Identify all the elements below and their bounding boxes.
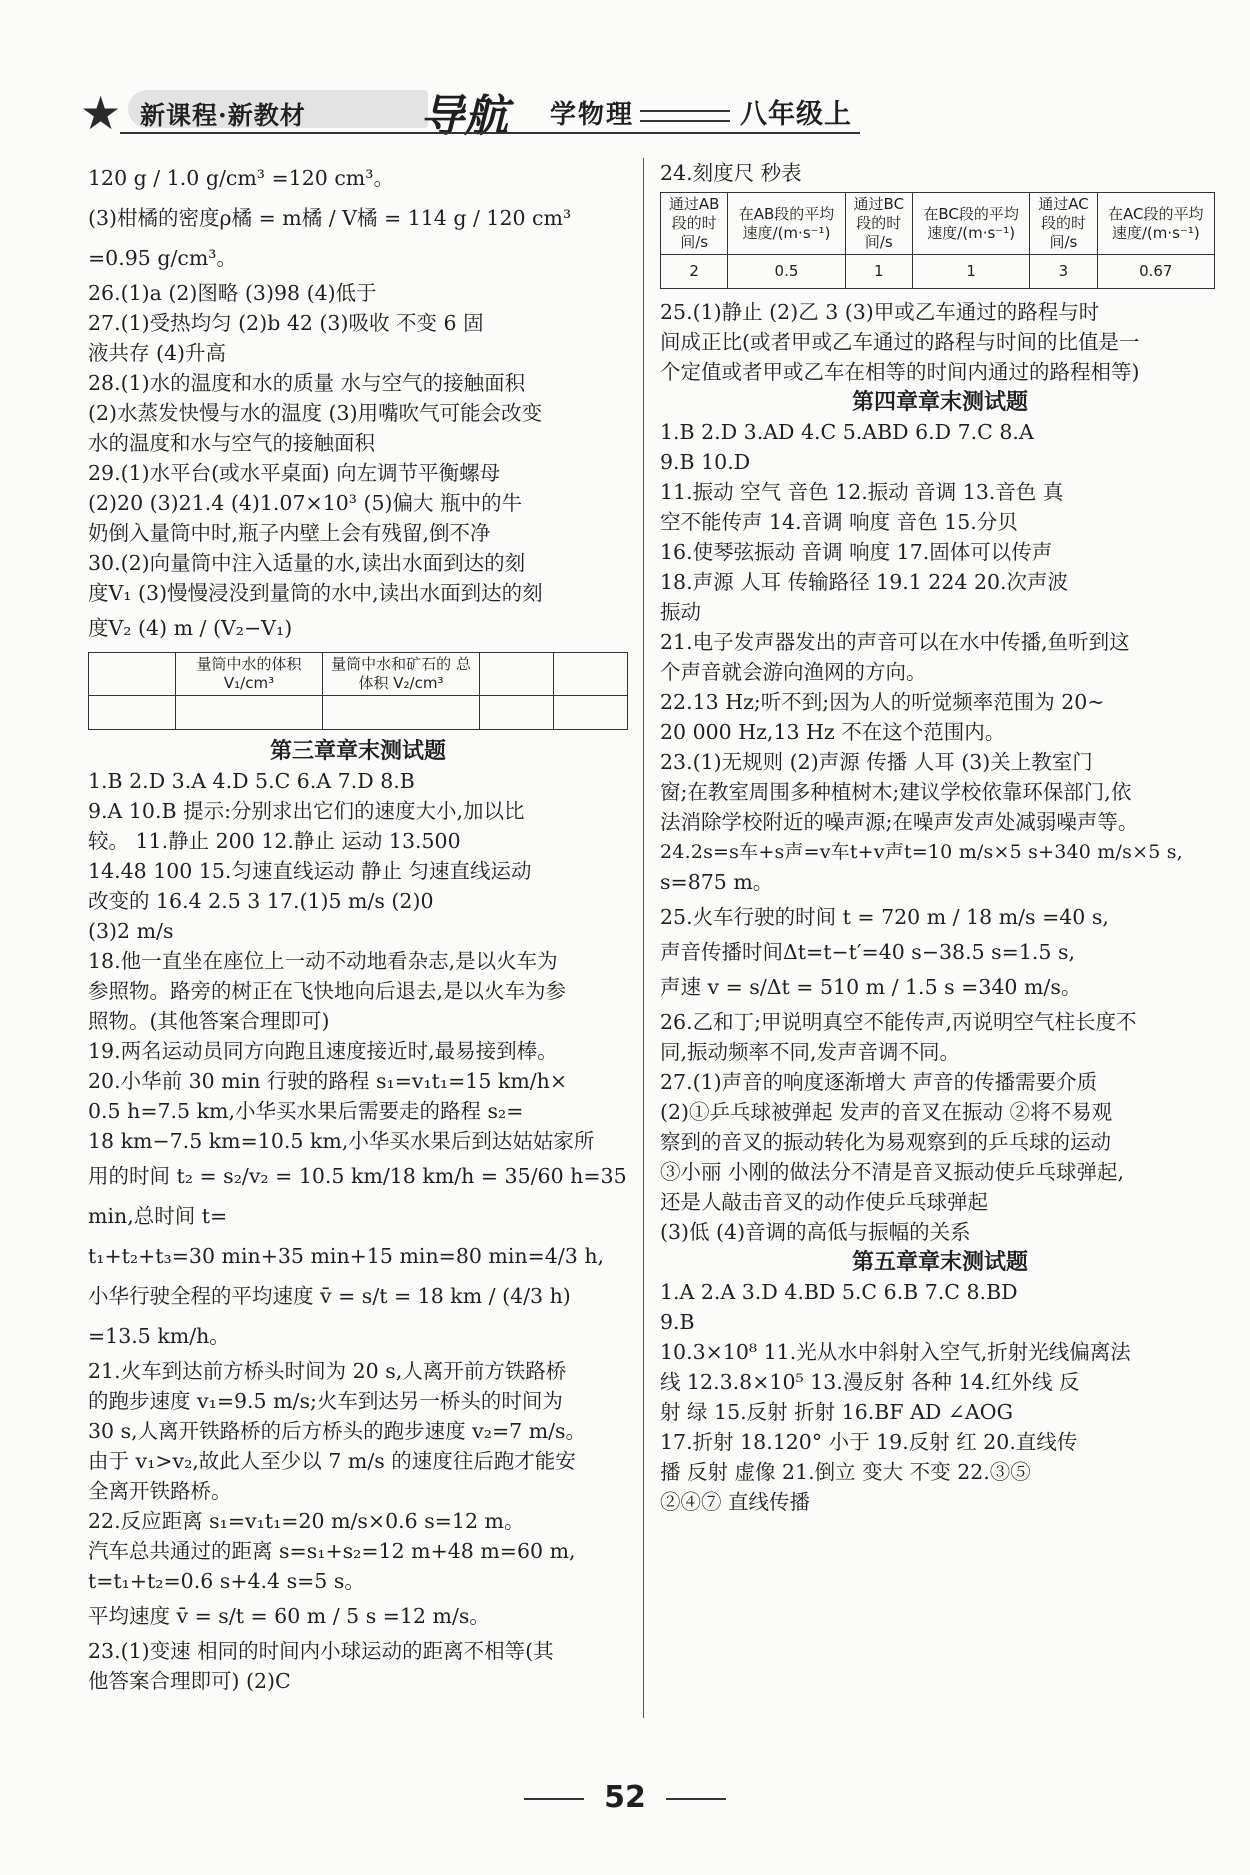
table-cell (554, 653, 628, 696)
table-cell (89, 696, 176, 730)
answer-line: 窗;在教室周围多种植树木;建议学校依靠环保部门,依 (660, 780, 1132, 804)
answer-line: 照物。(其他答案合理即可) (88, 1009, 330, 1033)
answer-line: 24.刻度尺 秒表 (660, 161, 802, 185)
answer-line: 24.2s=s车+s声=v车t+v声t=10 m/s×5 s+340 m/s×5 s, (660, 841, 1183, 863)
table-header-cell: 在BC段的平均速度/(m·s⁻¹) (912, 193, 1029, 255)
table-cell (176, 696, 323, 730)
answer-line: 1.B 2.D 3.AD 4.C 5.ABD 6.D 7.C 8.A (660, 420, 1034, 444)
record-table-30 (88, 652, 628, 730)
answer-line: 个声音就会游向渔网的方向。 (660, 660, 927, 684)
answer-line: t=t₁+t₂=0.6 s+4.4 s=5 s。 (88, 1569, 365, 1593)
answer-line: 由于 v₁>v₂,故此人至少以 7 m/s 的速度往后跑才能安 (88, 1449, 576, 1473)
section-title: 第五章章末测试题 (851, 1249, 1028, 1275)
subject-title: 学物理 (550, 100, 635, 130)
answer-line: (3)低 (4)音调的高低与振幅的关系 (660, 1220, 971, 1244)
answer-line: 水的温度和水与空气的接触面积 (88, 431, 375, 455)
answer-line: 间成正比(或者甲或乙车通过的路程与时间的比值是一 (660, 330, 1140, 354)
footer-decoration-left (524, 1798, 584, 1800)
table-cell (554, 696, 628, 730)
answer-line: 全离开铁路桥。 (88, 1479, 232, 1503)
answer-line: 度V₂ (4) m / (V₂−V₁) (88, 616, 293, 640)
answer-line: 9.B (660, 1310, 695, 1334)
answer-line: 度V₁ (3)慢慢浸没到量筒的水中,读出水面到达的刻 (88, 581, 543, 605)
answer-line: 参照物。路旁的树正在飞快地向后退去,是以火车为参 (88, 979, 567, 1003)
table-header-cell: 通过AB段的时间/s (661, 193, 728, 255)
answer-line: 还是人敲击音叉的动作使乒乓球弹起 (660, 1190, 988, 1214)
answer-line: 22.13 Hz;听不到;因为人的听觉频率范围为 20~ (660, 690, 1105, 714)
answer-line: 振动 (660, 600, 701, 624)
answer-line: 空不能传声 14.音调 响度 音色 15.分贝 (660, 510, 1018, 534)
page-footer (0, 1780, 1250, 1815)
answer-line: 19.两名运动员同方向跑且速度接近时,最易接到棒。 (88, 1039, 558, 1063)
answer-line: 改变的 16.4 2.5 3 17.(1)5 m/s (2)0 (88, 889, 434, 913)
table-cell (480, 653, 554, 696)
section-title: 第三章章末测试题 (269, 738, 446, 764)
answer-line: 22.反应距离 s₁=v₁t₁=20 m/s×0.6 s=12 m。 (88, 1509, 525, 1533)
series-title: 新课程·新教材 (140, 101, 306, 130)
grade-label: 八年级上 (740, 99, 852, 130)
logo-text: 导航 (420, 91, 508, 142)
answer-line: 线 12.3.8×10⁵ 13.漫反射 各种 14.红外线 反 (660, 1370, 1080, 1394)
table-header-cell: 在AB段的平均速度/(m·s⁻¹) (728, 193, 845, 255)
right-column (660, 158, 1220, 1517)
answer-line: 26.乙和丁;甲说明真空不能传声,丙说明空气柱长度不 (660, 1010, 1137, 1034)
answer-line: 9.B 10.D (660, 450, 751, 474)
answer-line: 1.B 2.D 3.A 4.D 5.C 6.A 7.D 8.B (88, 769, 415, 793)
answer-line: 21.火车到达前方桥头时间为 20 s,人离开前方铁路桥 (88, 1359, 567, 1383)
answer-line: 较。 11.静止 200 12.静止 运动 13.500 (88, 829, 461, 853)
table-header-cell: 量筒中水的体积 V₁/cm³ (176, 653, 323, 696)
answer-line: 27.(1)声音的响度逐渐增大 声音的传播需要介质 (660, 1070, 1098, 1094)
page-number: 52 (604, 1780, 646, 1815)
section-title: 第四章章末测试题 (851, 389, 1028, 415)
answer-line: 28.(1)水的温度和水的质量 水与空气的接触面积 (88, 371, 526, 395)
answer-line: 27.(1)受热均匀 (2)b 42 (3)吸收 不变 6 固 (88, 311, 484, 335)
answer-line: s=875 m。 (660, 870, 774, 894)
answer-line: 同,振动频率不同,发声音调不同。 (660, 1040, 961, 1064)
table-cell: 0.5 (728, 255, 845, 289)
answer-line: 20.小华前 30 min 行驶的路程 s₁=v₁t₁=15 km/h× (88, 1069, 568, 1093)
table-header-cell: 在AC段的平均速度/(m·s⁻¹) (1097, 193, 1214, 255)
table-cell: 1 (912, 255, 1029, 289)
table-cell (89, 653, 176, 696)
footer-decoration-right (666, 1798, 726, 1800)
answer-line: 30 s,人离开铁路桥的后方桥头的跑步速度 v₂=7 m/s。 (88, 1419, 587, 1443)
answer-line: 小华行驶全程的平均速度 v̄ = s/t = 18 km / (4/3 h) =13.5 km/h。 (88, 1284, 571, 1348)
answer-line: (3)2 m/s (88, 919, 174, 943)
answer-line: (2)20 (3)21.4 (4)1.07×10³ (5)偏大 瓶中的牛 (88, 491, 523, 515)
answer-line: 29.(1)水平台(或水平桌面) 向左调节平衡螺母 (88, 461, 501, 485)
answer-line: 用的时间 t₂ = s₂/v₂ = 10.5 km/18 km/h = 35/60 h=35 min,总时间 t= (88, 1164, 627, 1228)
table-header-cell: 通过BC段的时间/s (845, 193, 912, 255)
measurement-table-24 (660, 192, 1215, 289)
answer-line: 他答案合理即可) (2)C (88, 1669, 291, 1693)
answer-line: 120 g / 1.0 g/cm³ =120 cm³。 (88, 166, 394, 190)
answer-line: ③小丽 小刚的做法分不清是音叉振动使乒乓球弹起, (660, 1160, 1125, 1184)
answer-line: 0.5 h=7.5 km,小华买水果后需要走的路程 s₂= (88, 1099, 524, 1123)
answer-line: 25.(1)静止 (2)乙 3 (3)甲或乙车通过的路程与时 (660, 300, 1100, 324)
answer-line: 26.(1)a (2)图略 (3)98 (4)低于 (88, 281, 377, 305)
answer-line: 射 绿 15.反射 折射 16.BF AD ∠AOG (660, 1400, 1013, 1424)
answer-line: 18.声源 人耳 传输路径 19.1 224 20.次声波 (660, 570, 1069, 594)
answer-line: 17.折射 18.120° 小于 19.反射 红 20.直线传 (660, 1430, 1078, 1454)
answer-line: 21.电子发声器发出的声音可以在水中传播,鱼听到这 (660, 630, 1130, 654)
header-rule (120, 132, 860, 134)
answer-line: 20 000 Hz,13 Hz 不在这个范围内。 (660, 720, 1006, 744)
column-divider (643, 158, 644, 1718)
answer-line: 10.3×10⁸ 11.光从水中斜射入空气,折射光线偏离法 (660, 1340, 1131, 1364)
answer-line: 18.他一直坐在座位上一动不动地看杂志,是以火车为 (88, 949, 558, 973)
left-column (88, 158, 628, 1696)
answer-line: (2)水蒸发快慢与水的温度 (3)用嘴吹气可能会改变 (88, 401, 543, 425)
answer-line: 平均速度 v̄ = s/t = 60 m / 5 s =12 m/s。 (88, 1604, 490, 1628)
table-cell: 2 (661, 255, 728, 289)
answer-line: 声速 v = s/Δt = 510 m / 1.5 s =340 m/s。 (660, 975, 1082, 999)
header-decoration (640, 110, 730, 122)
page-header (80, 86, 1080, 142)
answer-line: (2)①乒乓球被弹起 发声的音叉在振动 ②将不易观 (660, 1100, 1113, 1124)
answer-line: 9.A 10.B 提示:分别求出它们的速度大小,加以比 (88, 799, 525, 823)
answer-line: 18 km−7.5 km=10.5 km,小华买水果后到达姑姑家所 (88, 1129, 595, 1153)
answer-line: ②④⑦ 直线传播 (660, 1490, 811, 1514)
table-cell (323, 696, 480, 730)
answer-line: 23.(1)变速 相同的时间内小球运动的距离不相等(其 (88, 1639, 554, 1663)
answer-line: 法消除学校附近的噪声源;在噪声发声处减弱噪声等。 (660, 810, 1139, 834)
answer-line: 16.使琴弦振动 音调 响度 17.固体可以传声 (660, 540, 1053, 564)
answer-line: 11.振动 空气 音色 12.振动 音调 13.音色 真 (660, 480, 1064, 504)
answer-line: 播 反射 虚像 21.倒立 变大 不变 22.③⑤ (660, 1460, 1031, 1484)
answer-line: 个定值或者甲或乙车在相等的时间内通过的路程相等) (660, 360, 1140, 384)
answer-line: 液共存 (4)升高 (88, 341, 227, 365)
answer-line: (3)柑橘的密度ρ橘 = m橘 / V橘 = 114 g / 120 cm³ =0.95 g/cm³。 (88, 206, 572, 270)
answer-line: 23.(1)无规则 (2)声源 传播 人耳 (3)关上教室门 (660, 750, 1093, 774)
table-cell: 3 (1030, 255, 1097, 289)
answer-line: 察到的音叉的振动转化为易观察到的乒乓球的运动 (660, 1130, 1111, 1154)
table-cell (480, 696, 554, 730)
answer-line: t₁+t₂+t₃=30 min+35 min+15 min=80 min=4/3 h, (88, 1244, 605, 1268)
table-cell: 0.67 (1097, 255, 1214, 289)
answer-line: 25.火车行驶的时间 t = 720 m / 18 m/s =40 s, (660, 905, 1109, 929)
table-cell: 1 (845, 255, 912, 289)
answer-line: 1.A 2.A 3.D 4.BD 5.C 6.B 7.C 8.BD (660, 1280, 1018, 1304)
answer-line: 声音传播时间Δt=t−t′=40 s−38.5 s=1.5 s, (660, 940, 1076, 964)
table-header-cell: 量筒中水和矿石的 总体积 V₂/cm³ (323, 653, 480, 696)
table-header-cell: 通过AC段的时间/s (1030, 193, 1097, 255)
answer-line: 14.48 100 15.匀速直线运动 静止 匀速直线运动 (88, 859, 532, 883)
star-icon: ★ (80, 86, 122, 140)
answer-line: 奶倒入量筒中时,瓶子内壁上会有残留,倒不净 (88, 521, 491, 545)
answer-line: 30.(2)向量筒中注入适量的水,读出水面到达的刻 (88, 551, 526, 575)
answer-line: 的跑步速度 v₁=9.5 m/s;火车到达另一桥头的时间为 (88, 1389, 563, 1413)
answer-line: 汽车总共通过的距离 s=s₁+s₂=12 m+48 m=60 m, (88, 1539, 576, 1563)
